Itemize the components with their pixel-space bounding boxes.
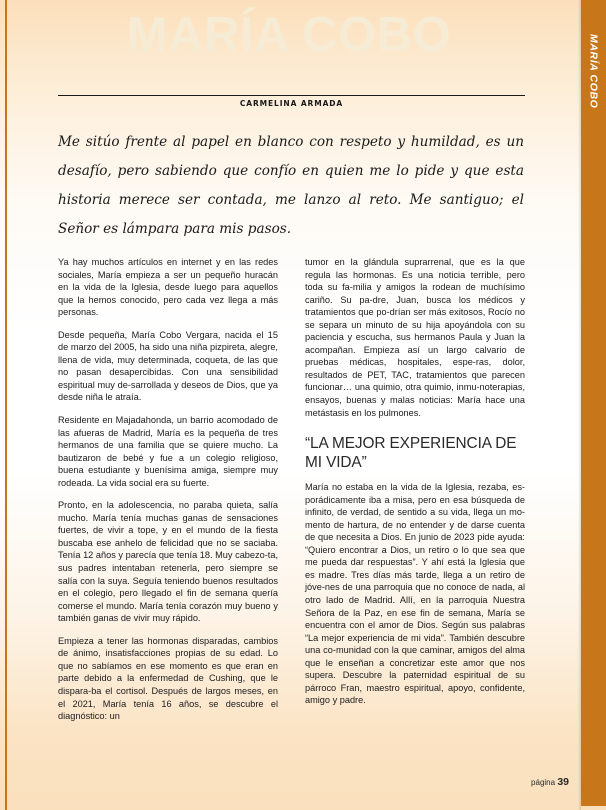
section-side-tab	[581, 0, 606, 806]
section-heading: “LA MEJOR EXPERIENCIA DE MI VIDA”	[305, 435, 517, 471]
folio-number: 39	[557, 776, 569, 788]
byline-author: CARMELINA ARMADA	[239, 99, 344, 108]
byline-divider	[58, 95, 525, 96]
body-paragraph: Desde pequeña, María Cobo Vergara, nacida el 15 de marzo del 2005, ha sido una niña pizpireta, alegre, llena de vida, muy determinada, coqueta, de las que no pasan desapercibidas. Con una sensibilidad espiritual muy de-sarrollada y deseos de Dios, que ya desde niña le atraía.	[58, 329, 278, 403]
lead-paragraph: Me sitúo frente al papel en blanco con respeto y humildad, es un desafío, pero sabiendo que confío en quien me lo pide y que esta historia merece ser contada, me lanzo al reto. Me santiguo; el Señor es lámpara para mis pasos.	[58, 134, 524, 237]
body-paragraph: Residente en Majadahonda, un barrio acomodado de las afueras de Madrid, María es la pequeña de tres hermanos de una familia que se quiere mucho. La bautizaron de bebé y fue a un colegio religioso, buena estudiante y buenísima amiga, siempre muy rodeada. La vida social era su fuerte.	[58, 415, 278, 488]
body-paragraph: Ya hay muchos artículos en internet y en las redes sociales, María empieza a ser un pequeño huracán en la vida de la Iglesia, desde luego para aquellos que la hemos conocido, pero cada vez llega a más personas.	[58, 257, 278, 318]
column-left	[58, 256, 278, 733]
left-edge-rule	[5, 0, 7, 810]
body-paragraph: Empieza a tener las hormonas disparadas, cambios de ánimo, insatisfacciones propias de su edad. Lo que no sabíamos en ese momento es que eran en parte debido a la enfermedad de Cushing, que le dispara-ba el cortisol. Después de largos meses, en el 2021, María tenía 16 años, se descubre el diagnóstico: un	[58, 635, 278, 722]
watermark-title: MARÍA COBO	[126, 8, 452, 62]
column-right	[305, 256, 525, 717]
body-paragraph: María no estaba en la vida de la Iglesia, rezaba, es-porádicamente iba a misa, pero en esa búsqueda de infinito, de verdad, de sentido a su vida, llega un mo-mento de hartura, de no entender y de darse cuenta de que necesita a Dios. En junio de 2023 pide ayuda: “Quiero encontrar a Dios, un retiro o lo que sea que me pueda dar respuestas”. Y ahí está la Iglesia que es madre. Tres días más tarde, llega a un retiro de jóve-nes de una parroquia que no conoce de nada, al otro lado de Madrid. Allí, en la parroquia Nuestra Señora de la Paz, en ese fin de semana, María se encuentra con el amor de Dios. Según sus palabras “La mejor experiencia de mi vida”. También descubre una co-munidad con la que caminar, amigos del alma que le enseñan a concretizar este amor que nos supera. Descubre la paternidad espiritual de su párroco Fran, maestro espiritual, apoyo, confidente, amigo y padre.	[305, 482, 525, 706]
folio-label: página	[531, 778, 556, 787]
body-columns	[58, 256, 525, 766]
body-paragraph: tumor en la glándula suprarrenal, que es la que regula las hormonas. Es una noticia terrible, pero toda su fa-milia y amigos la rodean de muchísimo cariño. Su pa-dre, Juan, busca los médicos y tratamientos que po-drían ser más exitosos, Rocío no se separa un minuto de su hija apoyándola con su paciencia y escucha, sus hermanos Paula y Juan la acompañan. Empieza así un largo calvario de pruebas médicas, hospitales, espe-ras, dolor, resultados de PET, TAC, tratamientos que parecen funcionar… una quimio, otra quimio, inmu-noterapias, ensayos, buenas y malas noticias: María hace una metástasis en los pulmones.	[305, 257, 525, 418]
page-folio	[531, 776, 569, 788]
body-paragraph: Pronto, en la adolescencia, no paraba quieta, salía mucho. María tenía muchas ganas de sensaciones fuertes, de vivir a tope, y en el mundo de la fiesta buscaba ese anhelo de felicidad que no se saciaba. Tenía 12 años y parecía que tenía 18. Muy cabezo-ta, sus padres intentaban retenerla, pero siempre se salía con la suya. Seguía teniendo buenos resultados en el colegio, pero llegado el fin de semana quería comerse el mundo. María tenía corazón muy bueno y también ganas de vivir muy rápido.	[58, 500, 278, 624]
side-tab-label: MARÍA COBO	[587, 34, 600, 109]
